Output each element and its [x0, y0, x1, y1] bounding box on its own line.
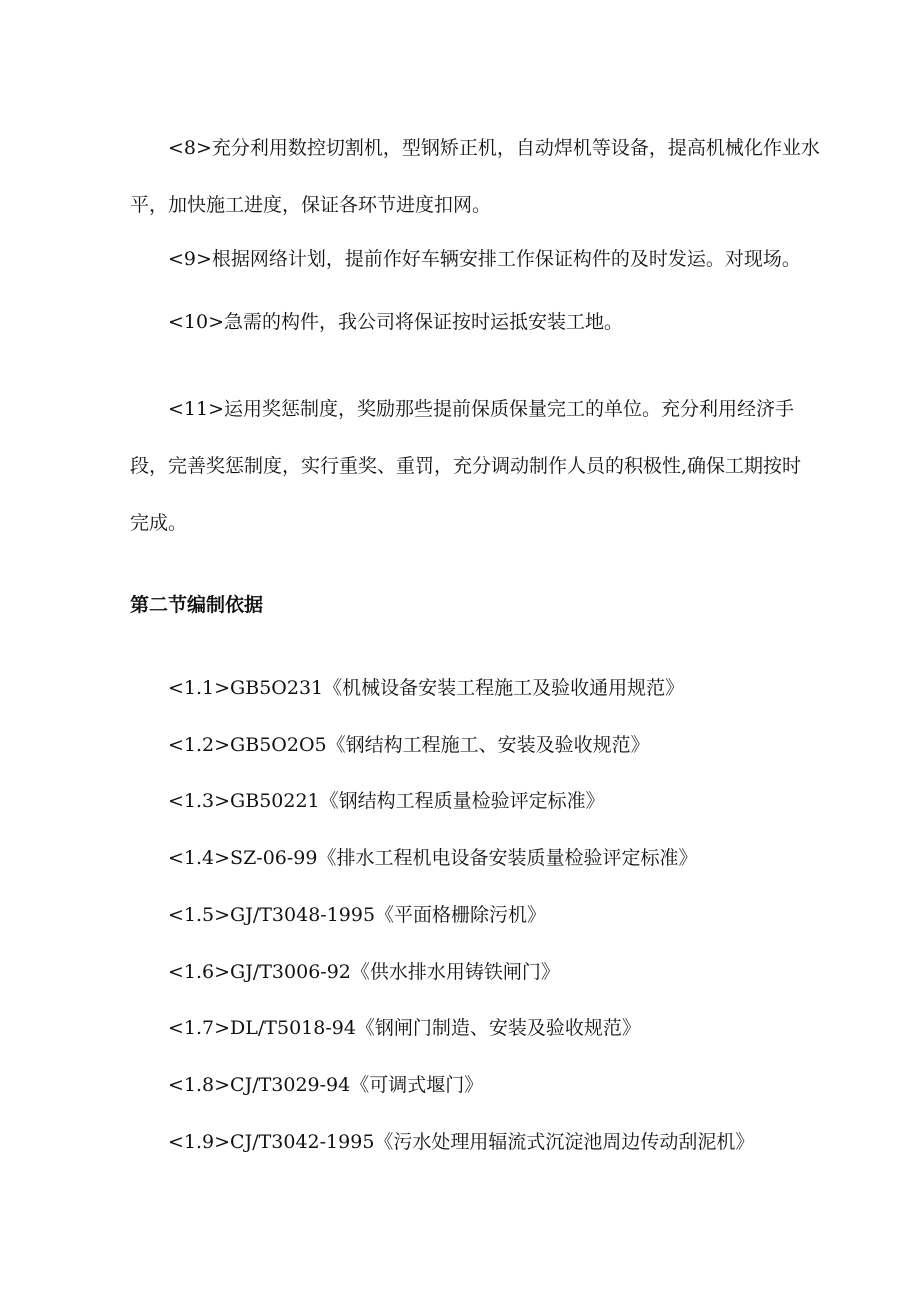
- paragraph-11: <11>运用奖惩制度，奖励那些提前保质保量完工的单位。充分利用经济手段，完善奖惩制度，实行重奖、重罚，充分调动制作人员的积极性,确保工期按时完成。: [130, 398, 802, 534]
- reference-item-1-5: <1.5>GJ/T3048-1995《平面格栅除污机》: [168, 904, 547, 926]
- reference-item-1-8: <1.8>CJ/T3029-94《可调式堰门》: [168, 1074, 484, 1096]
- reference-item-1-7: <1.7>DL/T5018-94《钢闸门制造、安装及验收规范》: [168, 1017, 641, 1039]
- reference-item-1-2: <1.2>GB5O2O5《钢结构工程施工、安装及验收规范》: [168, 734, 650, 756]
- paragraph-10: <10>急需的构件，我公司将保证按时运抵安装工地。: [168, 311, 624, 333]
- reference-item-1-6: <1.6>GJ/T3006-92《供水排水用铸铁闸门》: [168, 961, 560, 983]
- paragraph-9: <9>根据网络计划，提前作好车辆安排工作保证构件的及时发运。对现场。: [168, 248, 801, 270]
- reference-item-1-1: <1.1>GB5O231《机械设备安装工程施工及验收通用规范》: [168, 677, 685, 699]
- reference-item-1-9: <1.9>CJ/T3042-1995《污水处理用辐流式沉淀池周边传动刮泥机》: [168, 1131, 755, 1153]
- reference-item-1-4: <1.4>SZ-06-99《排水工程机电设备安装质量检验评定标准》: [168, 847, 698, 869]
- section-heading: 第二节编制依据: [130, 594, 264, 616]
- paragraph-8: <8>充分利用数控切割机，型钢矫正机，自动焊机等设备，提高机械化作业水平，加快施工进度，保证各环节进度扣网。: [130, 137, 820, 216]
- reference-item-1-3: <1.3>GB50221《钢结构工程质量检验评定标准》: [168, 790, 605, 812]
